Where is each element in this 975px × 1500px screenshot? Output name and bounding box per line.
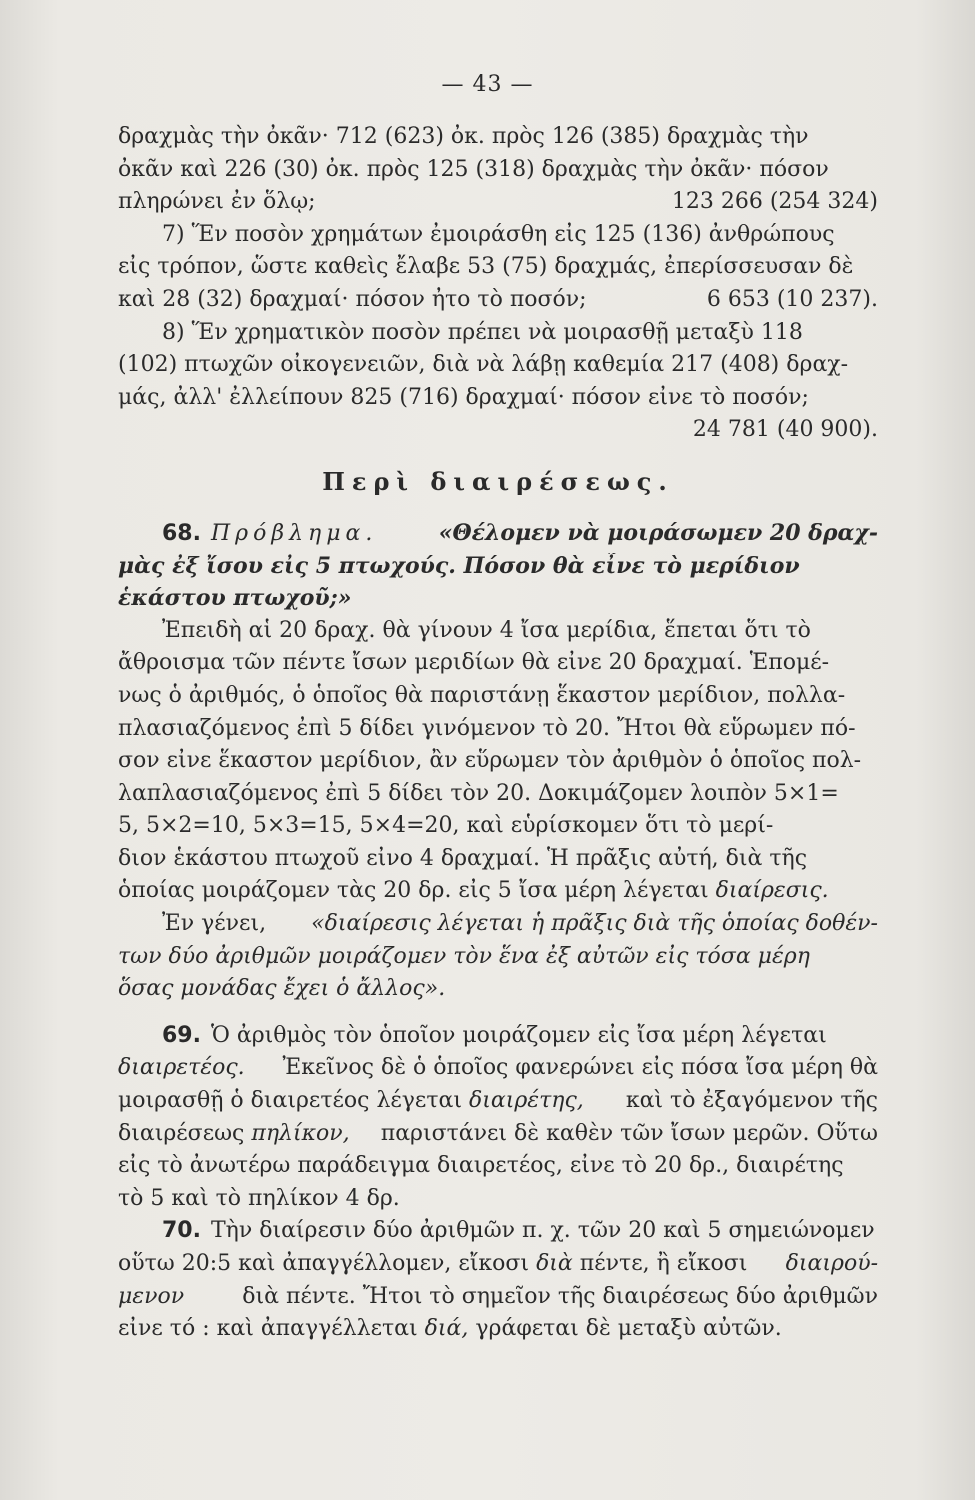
section-number: 70. bbox=[162, 1218, 201, 1244]
section-69-line: διαιρέσεως πηλίκον, παριστάνει δὲ καθὲν τῶν ἴσων μερῶν. Οὕτω bbox=[118, 1120, 878, 1146]
page-text bbox=[118, 124, 878, 1349]
problem-68-line bbox=[118, 553, 878, 586]
text-line: καὶ 28 (32) δραχμαί· πόσον ἦτο τὸ ποσόν; 6 653 (10 237). bbox=[118, 286, 878, 312]
text-line: μάς, ἀλλ' ἐλλείπουν 825 (716) δραχμαί· πόσον εἶνε τὸ ποσόν; bbox=[118, 384, 809, 410]
text-line: δραχμὰς τὴν ὀκᾶν· 712 (623) ὀκ. πρὸς 126 (385) δραχμὰς τὴν bbox=[118, 124, 809, 149]
definition-text: «διαίρεσις λέγεται ἡ πρᾶξις διὰ τῆς ὁποίας δοθέν- bbox=[311, 911, 878, 937]
definition-line bbox=[118, 944, 878, 977]
term-italic: διαιρού- bbox=[785, 1251, 878, 1276]
term-italic: διὰ bbox=[536, 1251, 573, 1276]
problem-text: «Θέλομεν νὰ μοιράσωμεν 20 δραχ- bbox=[438, 519, 878, 546]
section-70-line: 70. Τὴν διαίρεσιν δύο ἀριθμῶν π. χ. τῶν 20 καὶ 5 σημειώνομεν bbox=[162, 1218, 875, 1244]
text-line: ὁποίας μοιράζομεν τὰς 20 δρ. εἰς 5 ἴσα μέρη λέγεται διαίρεσις. bbox=[118, 878, 829, 904]
section-69-line: τὸ 5 καὶ τὸ πηλίκον 4 δρ. bbox=[118, 1185, 400, 1211]
problem-68-line bbox=[118, 520, 878, 553]
problem-label: Πρόβλημα. bbox=[210, 520, 378, 546]
definition-text: των δύο ἀριθμῶν μοιράζομεν τὸν ἕνα ἐξ αὐτῶν εἰς τόσα μέρη bbox=[118, 943, 810, 969]
text-line: σον εἶνε ἕκαστον μερίδιον, ἂν εὕρωμεν τὸν ἀριθμὸν ὁ ὁποῖος πολ- bbox=[118, 748, 862, 774]
section-69-line: μοιρασθῇ ὁ διαιρετέος λέγεται διαιρέτης, καὶ τὸ ἐξαγόμενον τῆς bbox=[118, 1088, 878, 1114]
term-italic: διαιρετέος. bbox=[118, 1055, 245, 1081]
term-italic: διά, bbox=[424, 1316, 469, 1342]
text-line: λαπλασιαζόμενος ἐπὶ 5 δίδει τὸν 20. Δοκιμάζομεν λοιπὸν 5×1= bbox=[118, 780, 839, 806]
definition-line: Ἐν γένει, «διαίρεσις λέγεται ἡ πρᾶξις διὰ τῆς ὁποίας δοθέν- bbox=[162, 911, 878, 937]
text-line: Ἐπειδὴ αἱ 20 δραχ. θὰ γίνουν 4 ἴσα μερίδια, ἕπεται ὅτι τὸ bbox=[162, 617, 811, 643]
section-69-line: εἰς τὸ ἀνωτέρω παράδειγμα διαιρετέος, εἶνε τὸ 20 δρ., διαιρέτης bbox=[118, 1153, 844, 1179]
solution-lines bbox=[118, 618, 878, 879]
definition-line bbox=[118, 976, 878, 1009]
text-line: 5, 5×2=10, 5×3=15, 5×4=20, καὶ εὑρίσκομεν ὅτι τὸ μερί- bbox=[118, 813, 774, 839]
problem-text: ἑκάστου πτωχοῦ;» bbox=[118, 585, 352, 612]
text-line: διον ἑκάστου πτωχοῦ εἶνο 4 δραχμαί. Ἡ πρᾶξις αὐτή, διὰ τῆς bbox=[118, 845, 808, 871]
text-line: πλασιαζόμενος ἐπὶ 5 δίδει γινόμενον τὸ 20. Ἤτοι θὰ εὕρωμεν πό- bbox=[118, 715, 856, 741]
section-number: 69. bbox=[162, 1022, 201, 1048]
text-line: 8) Ἕν χρηματικὸν ποσὸν πρέπει νὰ μοιρασθῇ μεταξὺ 118 bbox=[162, 319, 803, 345]
section-69-line: 69. Ὁ ἀριθμὸς τὸν ὁποῖον μοιράζομεν εἰς ἴσα μέρη λέγεται bbox=[162, 1022, 827, 1048]
term-italic: διαίρεσις. bbox=[715, 878, 829, 904]
text-line: ὀκᾶν καὶ 226 (30) ὀκ. πρὸς 125 (318) δραχμὰς τὴν ὀκᾶν· πόσον bbox=[118, 156, 829, 182]
term-italic: πηλίκον, bbox=[251, 1120, 350, 1146]
section-69-line: διαιρετέος. Ἐκεῖνος δὲ ὁ ὁποῖος φανερώνει εἰς πόσα ἴσα μέρη θὰ bbox=[118, 1055, 878, 1081]
page-number: — 43 — bbox=[441, 72, 534, 97]
section-number: 68. bbox=[162, 520, 201, 546]
section-70-line: οὕτω 20:5 καὶ ἀπαγγέλλομεν, εἴκοσι διὰ πέντε, ἢ εἴκοσι διαιρού- bbox=[118, 1251, 878, 1276]
problem-text: μὰς ἐξ ἴσου εἰς 5 πτωχούς. Πόσον θὰ εἶνε τὸ μερίδιον bbox=[118, 552, 800, 579]
section-heading: Περὶ διαιρέσεως. bbox=[322, 467, 674, 497]
text-line: εἰς τρόπον, ὥστε καθεὶς ἔλαβε 53 (75) δραχμάς, ἐπερίσσευσαν δὲ bbox=[118, 254, 854, 280]
definition-text: ὅσας μονάδας ἔχει ὁ ἄλλος». bbox=[118, 976, 446, 1002]
answer-value: 6 653 (10 237). bbox=[706, 286, 878, 312]
text-line: νως ὁ ἀριθμός, ὁ ὁποῖος θὰ παριστάνῃ ἕκαστον μερίδιον, πολλα- bbox=[118, 682, 846, 708]
text-line: ἄθροισμα τῶν πέντε ἴσων μεριδίων θὰ εἶνε 20 δραχμαί. Ἑπομέ- bbox=[118, 650, 830, 676]
text-line: 7) Ἕν ποσὸν χρημάτων ἐμοιράσθη εἰς 125 (136) ἀνθρώπους bbox=[162, 221, 835, 247]
section-70-line: μενον διὰ πέντε. Ἤτοι τὸ σημεῖον τῆς διαιρέσεως δύο ἀριθμῶν bbox=[118, 1283, 878, 1309]
answer-value: 123 266 (254 324) bbox=[671, 189, 878, 215]
answer-value: 24 781 (40 900). bbox=[692, 417, 878, 443]
term-italic: μενον bbox=[118, 1283, 185, 1309]
exercise-lines bbox=[118, 124, 878, 450]
text-line: πληρώνει ἐν ὅλῳ; 123 266 (254 324) bbox=[118, 189, 878, 215]
term-italic: διαιρέτης, bbox=[469, 1088, 584, 1114]
problem-68-line bbox=[118, 585, 878, 618]
section-70-line: εἶνε τό : καὶ ἀπαγγέλλεται διά, γράφεται δὲ μεταξὺ αὐτῶν. bbox=[118, 1316, 782, 1342]
text-line: (102) πτωχῶν οἰκογενειῶν, διὰ νὰ λάβῃ καθεμία 217 (408) δραχ- bbox=[118, 352, 849, 378]
text-line bbox=[118, 417, 878, 450]
